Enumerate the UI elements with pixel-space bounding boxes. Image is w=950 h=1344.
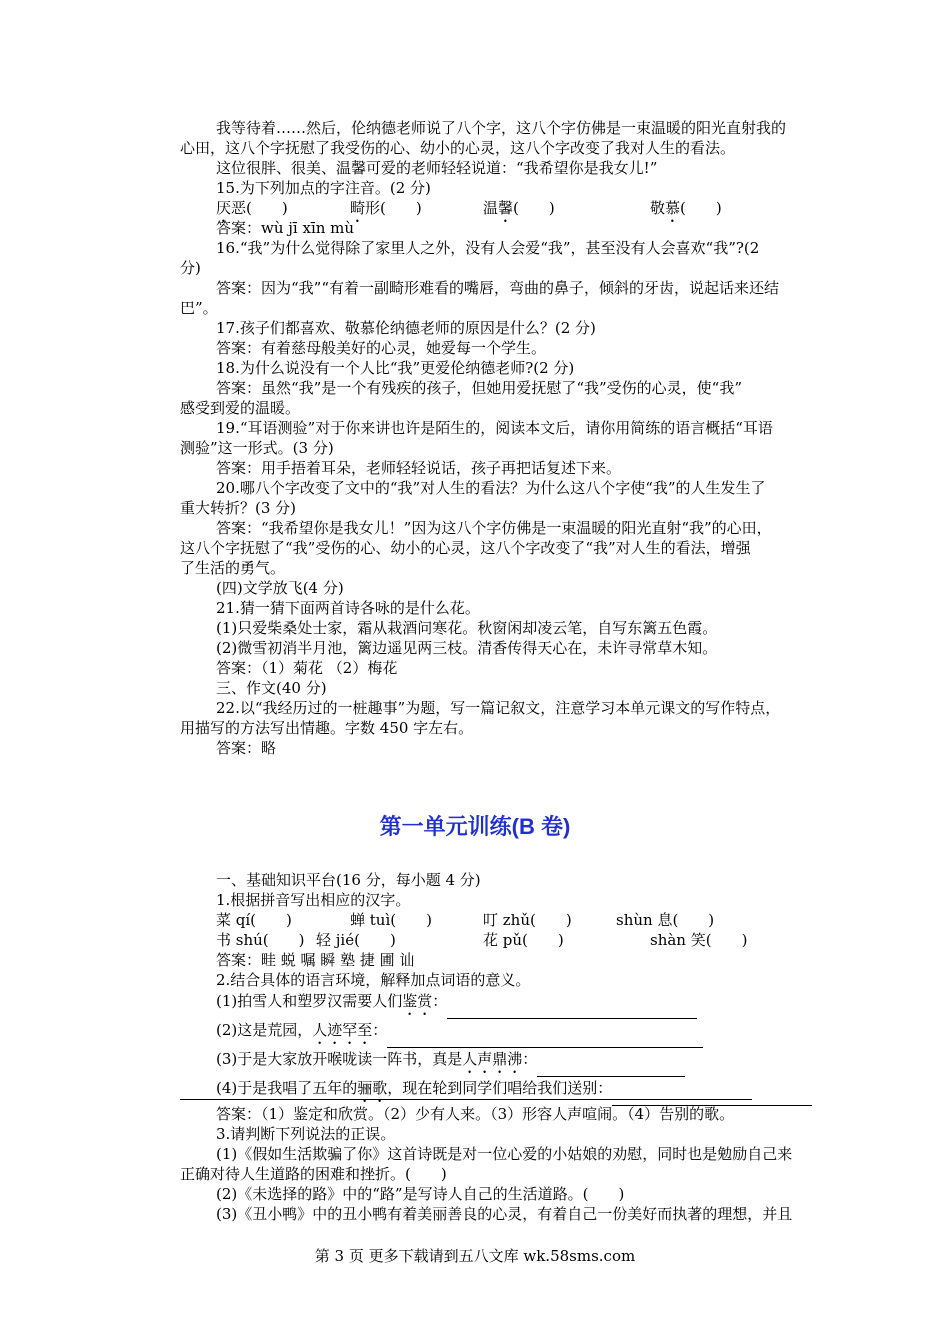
answer-18-line: 答案：虽然“我”是一个有残疾的孩子，但她用爱抚慰了“我”受伤的心灵，使“我”: [216, 379, 743, 397]
pinyin-item: shàn 笑( ): [650, 931, 748, 949]
reading-answers-section: [180, 118, 860, 758]
answer-blank-line[interactable]: [180, 1099, 752, 1100]
answer-18-line: 感受到爱的温暖。: [180, 399, 301, 417]
answer-blank[interactable]: [387, 1031, 703, 1048]
question-16-line: 16.“我”为什么觉得除了家里人之外，没有人会爱“我”，甚至没有人会喜欢“我”?(2: [216, 239, 760, 257]
answer-16-line: 巴”。: [180, 299, 218, 317]
answer-19: 答案：用手捂着耳朵，老师轻轻说话，孩子再把话复述下来。: [216, 459, 622, 477]
question-19-line: 测验”这一形式。(3 分): [180, 439, 334, 457]
unit-b-section-cont: [180, 1104, 860, 1224]
q3-item-3-line: (3)《丑小鸭》中的丑小鸭有着美丽善良的心灵，有着自己一份美好而执著的理想，并且: [216, 1205, 793, 1223]
question-16-line: 分): [180, 259, 201, 277]
answer-20-line: 这八个字抚慰了“我”受伤的心、幼小的心灵，这八个字改变了“我”对人生的看法，增强: [180, 539, 751, 557]
answer-21: 答案：（1）菊花 （2）梅花: [216, 659, 398, 677]
question-20-line: 重大转折？(3 分): [180, 499, 297, 517]
poem-2: (2)微雪初消半月池，篱边遥见两三枝。清香传得天心在，未许寻常草木知。: [216, 639, 718, 657]
story-paragraph: 这位很胖、很美、温馨可爱的老师轻轻说道：“我希望你是我女儿!”: [216, 159, 658, 177]
answer-20-line: 答案：“我希望你是我女儿！”因为这八个字仿佛是一束温暖的阳光直射“我”的心田，: [216, 519, 772, 537]
q3-item-1-line: (1)《假如生活欺骗了你》这首诗既是对一位心爱的小姑娘的劝慰，同时也是勉励自己来: [216, 1145, 793, 1163]
question-18: 18.为什么说没有一个人比“我”更爱伦纳德老师?(2 分): [216, 359, 575, 377]
q2-item-3: (3)于是大家放开喉咙读一阵书，真是人声鼎沸：: [180, 1048, 860, 1077]
q3-item-2: (2)《未选择的路》中的“路”是写诗人自己的生活道路。( ): [216, 1185, 625, 1203]
answer-2: 答案：（1）鉴定和欣赏。（2）少有人来。（3）形容人声喧闹。（4）告别的歌。: [216, 1105, 735, 1123]
pinyin-item: shùn 息( ): [616, 911, 715, 929]
q15-item: 温馨( ): [483, 199, 555, 217]
pinyin-item: 书 shú( ): [216, 931, 305, 949]
answer-20-line: 了生活的勇气。: [180, 559, 286, 577]
unit-title: 第一单元训练(B 卷): [379, 814, 571, 839]
poem-1: (1)只爱柴桑处士家，霜从栽酒问寒花。秋窗闲却凌云笔，自写东篱五色霞。: [216, 619, 718, 637]
pinyin-item: 蝉 tuì( ): [350, 911, 432, 929]
q2-item-2: (2)这是荒园，人迹罕至：: [180, 1019, 860, 1048]
question-17: 17.孩子们都喜欢、敬慕伦纳德老师的原因是什么？(2 分): [216, 319, 596, 337]
story-paragraph-line: 我等待着……然后，伦纳德老师说了八个字，这八个字仿佛是一束温暖的阳光直射我的: [216, 119, 787, 137]
q15-items-row: [180, 198, 860, 218]
answer-15: 答案：wù jī xīn mù: [216, 219, 355, 237]
question-22-line: 用描写的方法写出情趣。字数 450 字左右。: [180, 719, 474, 737]
question-19-line: 19.“耳语测验”对于你来讲也许是陌生的，阅读本文后，请你用简练的语言概括“耳语: [216, 419, 773, 437]
q3-item-1-line: 正确对待人生道路的困难和挫折。( ): [180, 1165, 447, 1183]
question-3: 3.请判断下列说法的正误。: [216, 1125, 396, 1143]
story-paragraph-line: 心田，这八个字抚慰了我受伤的心、幼小的心灵，这八个字改变了我对人生的看法。: [180, 139, 736, 157]
page-footer: 第 3 页 更多下载请到五八文库 wk.58sms.com: [314, 1247, 636, 1265]
pinyin-item: 叮 zhǔ( ): [483, 911, 572, 929]
answer-1: 答案：畦 蜕 嘱 瞬 塾 捷 圃 讪: [216, 951, 415, 969]
question-22-line: 22.以“我经历过的一桩趣事”为题，写一篇记叙文，注意学习本单元课文的写作特点，: [216, 699, 781, 717]
section-4-heading: (四)文学放飞(4 分): [216, 579, 344, 597]
q2-item-1: (1)拍雪人和塑罗汉需要人们鉴赏：: [180, 990, 860, 1019]
answer-blank[interactable]: [537, 1060, 685, 1077]
pinyin-item: 花 pǔ( ): [483, 931, 564, 949]
pinyin-item: 轻 jié( ): [316, 931, 396, 949]
answer-blank[interactable]: [447, 1002, 697, 1019]
q15-item: 敬慕( ): [650, 199, 722, 217]
pinyin-row-1: [180, 910, 860, 930]
pinyin-row-2: [180, 930, 860, 950]
q15-item: 厌恶( ): [216, 199, 288, 217]
question-20-line: 20.哪八个字改变了文中的“我”对人生的看法？为什么这八个字使“我”的人生发生了: [216, 479, 766, 497]
question-21: 21.猜一猜下面两首诗各咏的是什么花。: [216, 599, 480, 617]
section-1-heading: 一、基础知识平台(16 分，每小题 4 分): [216, 871, 481, 889]
answer-17: 答案：有着慈母般美好的心灵，她爱每一个学生。: [216, 339, 547, 357]
question-2: 2.结合具体的语言环境，解释加点词语的意义。: [216, 971, 531, 989]
q15-item: 畸形( ): [350, 199, 422, 217]
answer-22: 答案：略: [216, 739, 277, 757]
pinyin-item: 菜 qí( ): [216, 911, 292, 929]
section-3-heading: 三、作文(40 分): [216, 679, 327, 697]
q2-item-4: (4)于是我唱了五年的骊歌，现在轮到同学们唱给我们送别：: [180, 1077, 860, 1106]
answer-16-line: 答案：因为“我”“有着一副畸形难看的嘴唇，弯曲的鼻子，倾斜的牙齿，说起话来还结: [216, 279, 780, 297]
unit-b-section: [180, 870, 860, 1106]
question-1: 1.根据拼音写出相应的汉字。: [216, 891, 411, 909]
question-15: 15.为下列加点的字注音。(2 分): [216, 179, 431, 197]
